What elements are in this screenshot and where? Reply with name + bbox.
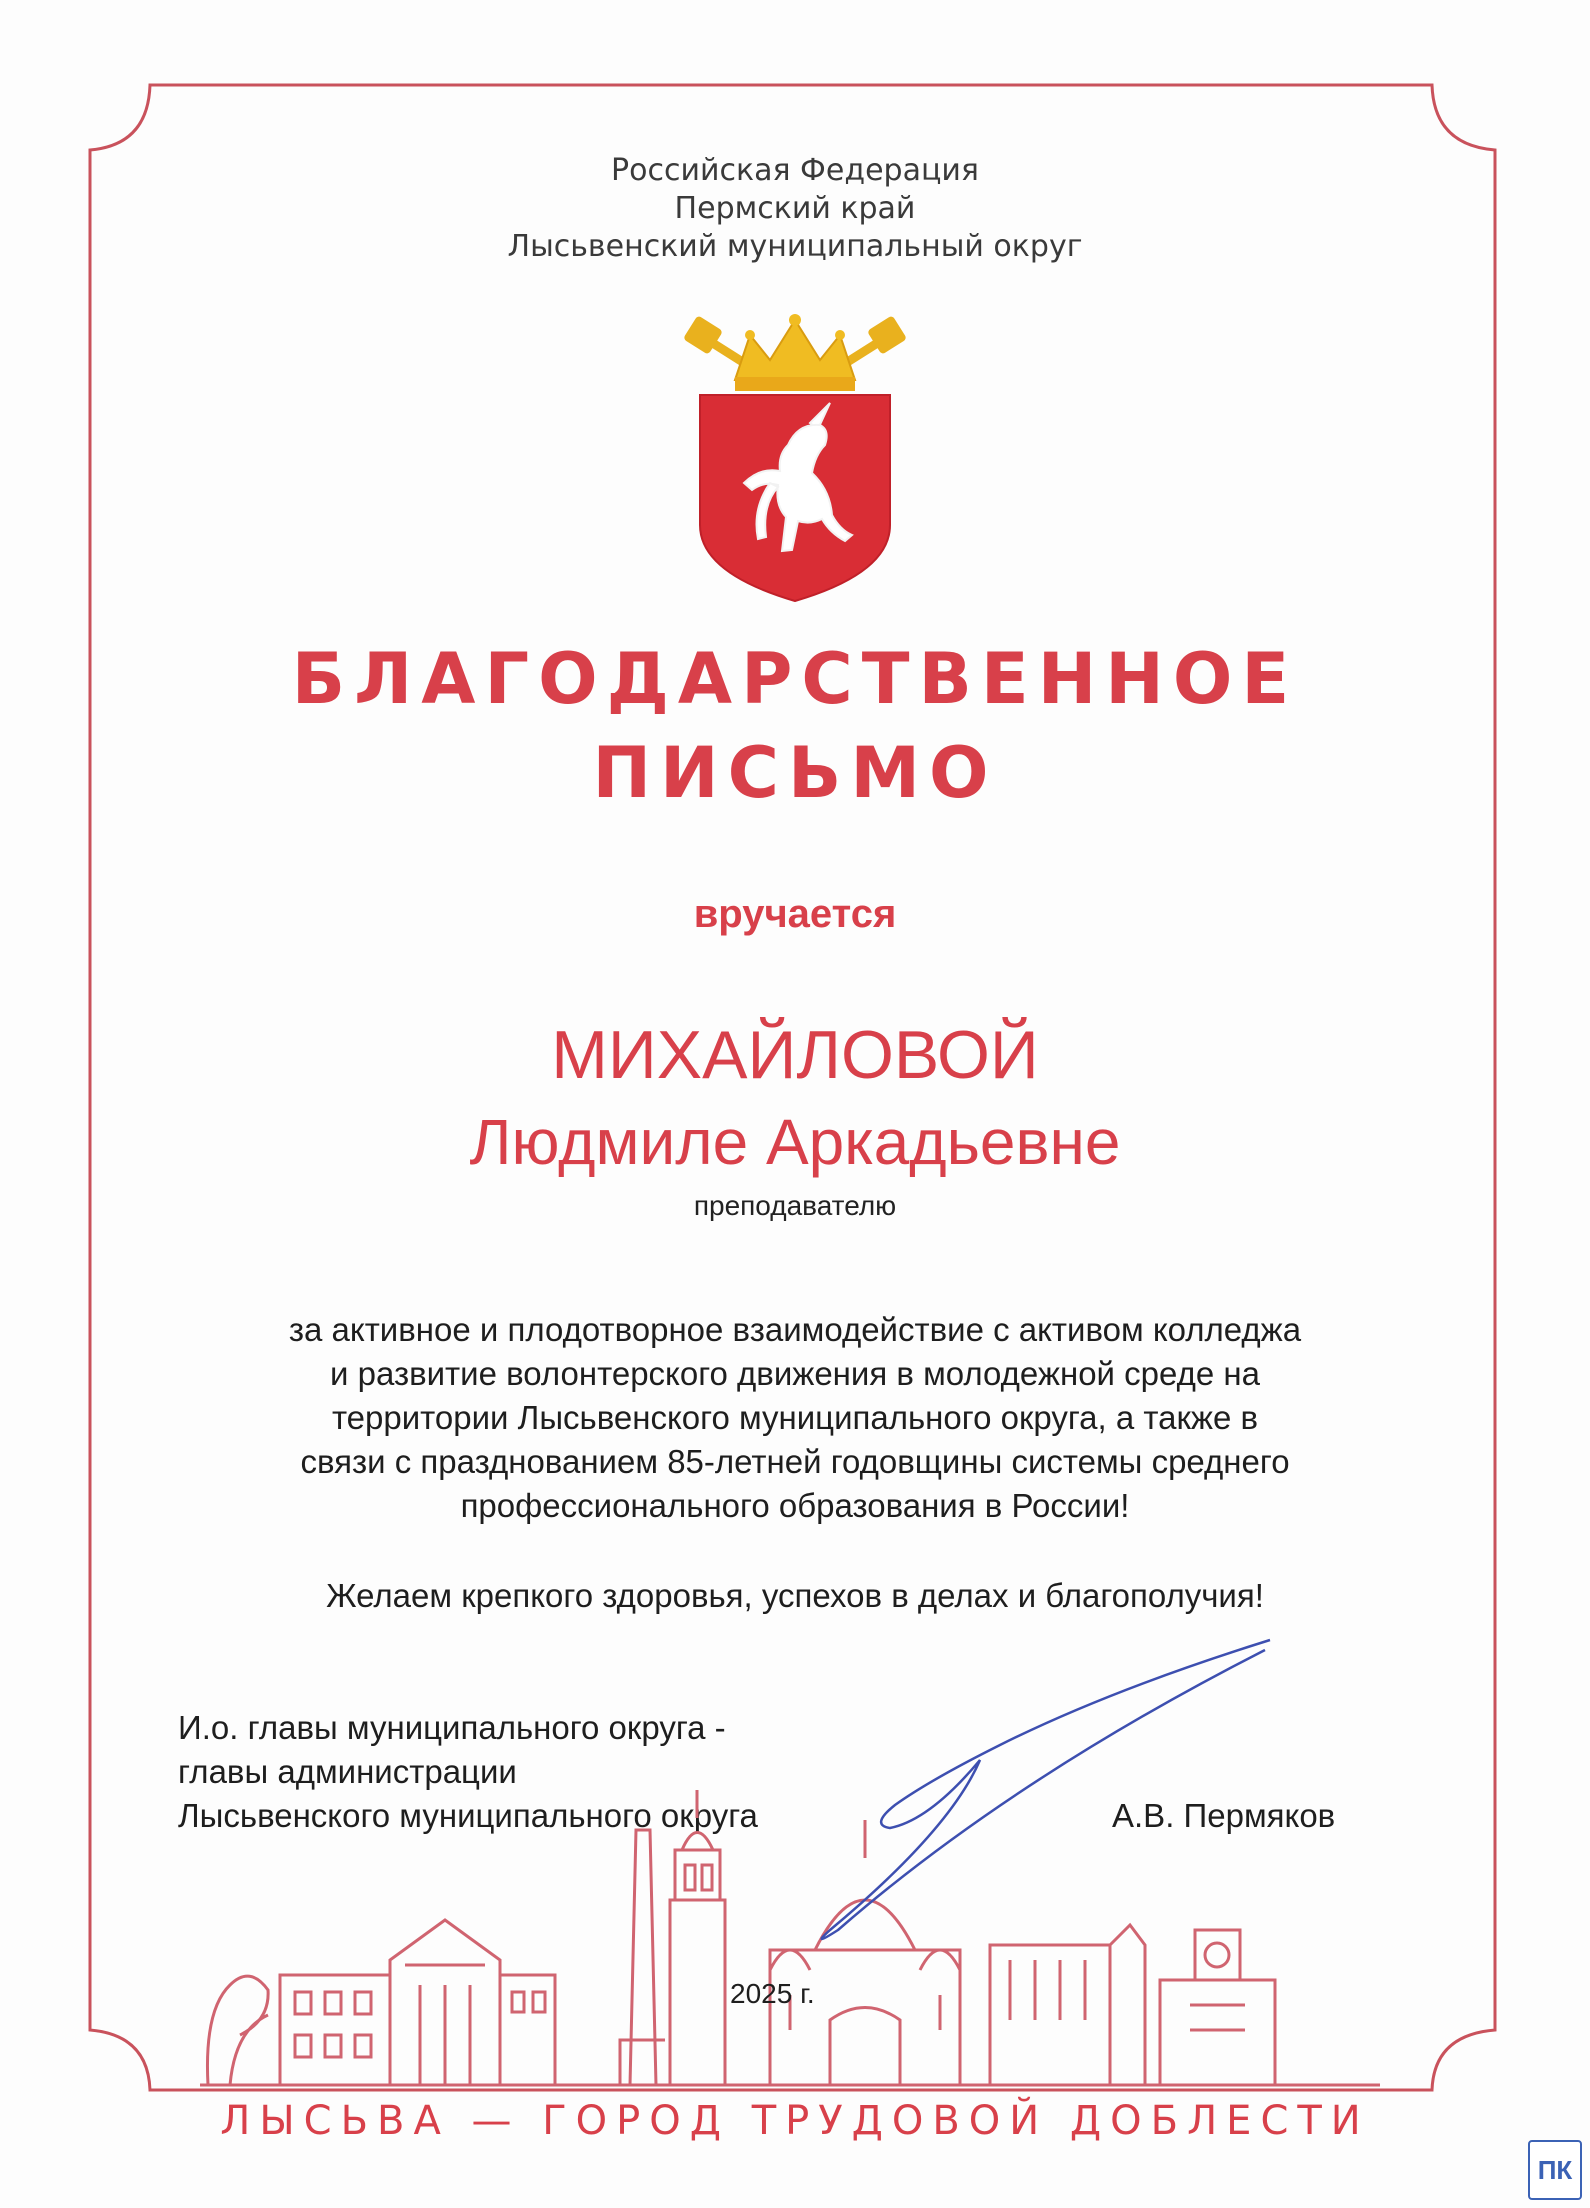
header-district: Лысьвенский муниципальный округ: [507, 229, 1083, 264]
city-slogan: ЛЫСЬВА — ГОРОД ТРУДОВОЙ ДОБЛЕСТИ: [220, 2098, 1370, 2144]
reason-text: [100, 1308, 1490, 1528]
recipient-surname: МИХАЙЛОВОЙ: [551, 1017, 1039, 1093]
reason-line: связи с празднованием 85-летней годовщины системы среднего: [300, 1443, 1290, 1480]
recipient-given-name: Людмиле Аркадьевне: [469, 1106, 1121, 1178]
wish-text: Желаем крепкого здоровья, успехов в делах и благополучия!: [326, 1577, 1264, 1614]
coat-of-arms-emblem: [680, 305, 910, 605]
certificate-title-line1: БЛАГОДАРСТВЕННОЕ: [291, 638, 1299, 720]
crown-icon: [735, 314, 855, 391]
signatory-title-line2: главы администрации: [178, 1753, 517, 1790]
certificate-title-line2: ПИСЬМО: [592, 732, 998, 814]
signatory-title-line3: Лысьвенского муниципального округа: [178, 1797, 758, 1834]
handwritten-signature: [680, 1630, 1280, 1970]
reason-line: за активное и плодотворное взаимодействие с активом колледжа: [288, 1311, 1302, 1348]
recipient-position: преподавателю: [693, 1190, 897, 1221]
reason-line: и развитие волонтерского движения в молодежной среде на: [330, 1355, 1260, 1392]
issue-year: 2025 г.: [730, 1978, 815, 2009]
signatory-name: А.В. Пермяков: [1112, 1797, 1336, 1834]
presented-label: вручается: [693, 892, 897, 936]
header-region: Пермский край: [674, 191, 916, 226]
signatory-title-line1: И.о. главы муниципального округа -: [178, 1709, 726, 1746]
reason-line: территории Лысьвенского муниципального округа, а также в: [331, 1399, 1259, 1436]
pk-logo-badge: ПК: [1528, 2140, 1582, 2200]
reason-line: профессионального образования в России!: [460, 1487, 1130, 1524]
header-country: Российская Федерация: [611, 153, 979, 188]
